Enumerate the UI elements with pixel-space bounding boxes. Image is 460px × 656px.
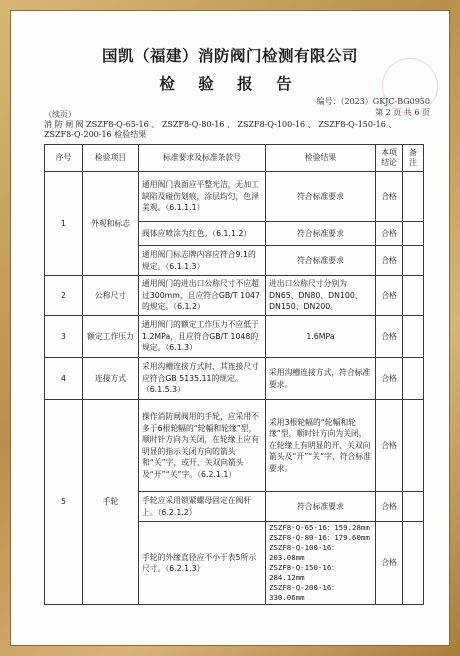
row-note (403, 316, 424, 358)
row-conclusion: 合格 (376, 222, 403, 246)
row-standard: 采用沟槽连接方式时，其连接尺寸应符合GB 5135.11的规定。（6.1.5.3） (139, 358, 266, 400)
row-result: 符合标准要求 (266, 222, 376, 246)
report-page (10, 10, 450, 646)
row-no: 2 (45, 276, 83, 316)
header-result: 检验结果 (266, 145, 376, 172)
row-standard: 通用阀门的额定工作压力不应低于1.2MPa，且应符合GB/T 1048的规定。（6.1.3） (139, 316, 266, 358)
row-conclusion: 合格 (376, 276, 403, 316)
row-standard: 通用阀门表面应平整光洁，无加工缺陷及碰伤划痕，涂层均匀，色泽美观。（6.1.1.1） (139, 172, 266, 222)
row-item: 额定工作压力 (83, 316, 139, 358)
row-result-list (266, 522, 376, 605)
table-row (45, 358, 424, 400)
row-item: 公称尺寸 (83, 276, 139, 316)
result-line: ZSZF8-Q-100-16：203.08mm (269, 543, 339, 562)
table-row (45, 400, 424, 492)
row-note (403, 276, 424, 316)
row-no: 4 (45, 358, 83, 400)
row-conclusion: 合格 (376, 316, 403, 358)
row-result: 进出口公称尺寸分别为DN65、DN80、DN100、DN150、DN200。 (266, 276, 376, 316)
row-standard: 通用阀门的进出口公称尺寸不应超过300mm，且应符合GB/T 1047的规定。（6.1.2） (139, 276, 266, 316)
row-conclusion: 合格 (376, 400, 403, 492)
header-no: 序号 (45, 145, 83, 172)
row-conclusion: 合格 (376, 358, 403, 400)
result-line: ZSZF8-Q-200-16：330.06mm (269, 583, 339, 602)
row-note (403, 400, 424, 492)
report-subject: 消 防 闸 阀 ZSZF8-Q-65-16 、 ZSZF8-Q-80-16 、 ZSZF8-Q-100-16 、 ZSZF8-Q-150-16 、 ZSZF8-Q-200-16 检验结果 (44, 120, 397, 139)
inspection-results-table (44, 144, 424, 605)
result-line: ZSZF8-Q-150-16：284.12mm (269, 563, 339, 582)
row-note (403, 246, 424, 276)
page-info: 第 2 页 共 6 页 (375, 108, 430, 117)
result-line: ZSZF8-Q-80-16：179.60mm (269, 533, 370, 542)
row-item: 手轮 (83, 400, 139, 605)
row-result: 符合标准要求 (266, 492, 376, 522)
row-standard: 操作消防闸阀用的手轮，应采用不多于6根轮幅的“轮幅和轮缘”型，顺时针方向为关闭，在轮缘上应有明显的指示关闭方向的箭头和“关”字，或开、关双向箭头及“开”“关”字。（6.2.1.1） (139, 400, 266, 492)
row-item: 连接方式 (83, 358, 139, 400)
row-result: 采用沟槽连接方式，符合标准要求。 (266, 358, 376, 400)
header-standard: 标准要求及标准条款号 (139, 145, 266, 172)
row-note (403, 222, 424, 246)
row-note (403, 358, 424, 400)
row-conclusion: 合格 (376, 246, 403, 276)
row-note (403, 522, 424, 605)
row-no: 3 (45, 316, 83, 358)
row-no: 5 (45, 400, 83, 605)
row-standard: 通用阀门标志牌内容应符合9.1的规定。（6.1.1.3） (139, 246, 266, 276)
row-item: 外观和标志 (83, 172, 139, 276)
table-row (45, 276, 424, 316)
row-note (403, 492, 424, 522)
company-name: 国凯（福建）消防阀门检测有限公司 (101, 47, 358, 65)
row-no: 1 (45, 172, 83, 276)
header-note: 备注 (403, 145, 424, 172)
row-result: 采用3根轮幅的“轮幅和轮缘”型，顺时针方向为关闭，在轮缘上有明显的开、关双向箭头及“开”“关”字，符合标准要求。 (266, 400, 376, 492)
table-row (45, 316, 424, 358)
report-number: 编号：（2023）GKJC-BG0950 (316, 97, 430, 106)
header-item: 检验项目 (83, 145, 139, 172)
result-line: ZSZF8-Q-65-16：159.28mm (269, 523, 370, 532)
row-standard: 阀体应喷涂为红色。（6.1.1.2） (139, 222, 266, 246)
row-conclusion: 合格 (376, 172, 403, 222)
row-standard: 手轮的外缘直径应不小于表5所示尺寸。（6.2.1.3） (139, 522, 266, 605)
table-row (45, 172, 424, 222)
row-conclusion: 合格 (376, 492, 403, 522)
row-standard: 手轮应采用锁紧螺母固定在阀杆上。（6.2.1.2） (139, 492, 266, 522)
row-result: 符合标准要求 (266, 172, 376, 222)
continued-label: （续页） (44, 110, 76, 119)
row-conclusion: 合格 (376, 522, 403, 605)
table-header-row (45, 145, 424, 172)
row-result: 1.6MPa (266, 316, 376, 358)
row-note (403, 172, 424, 222)
header-conclusion: 本项结论 (376, 145, 403, 172)
report-title: 检 验 报 告 (159, 75, 301, 93)
row-result: 符合标准要求 (266, 246, 376, 276)
